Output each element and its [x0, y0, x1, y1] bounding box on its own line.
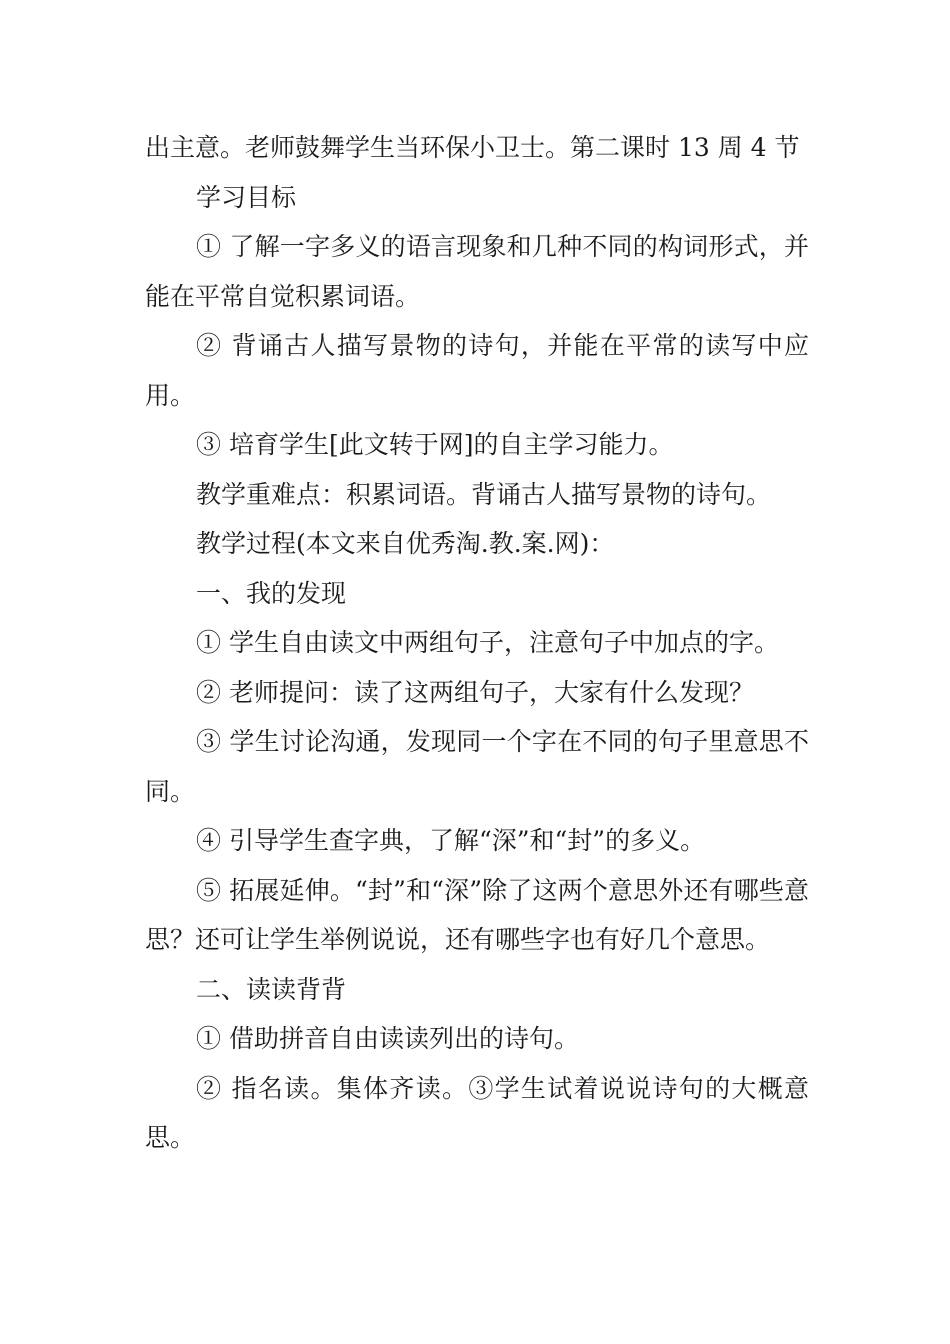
recite-step-1: ① 借助拼音自由读读列出的诗句。: [196, 1024, 579, 1053]
goal-item-1: ① 了解一字多义的语言现象和几种不同的构词形式，并能在平常自觉积累词语。: [145, 232, 809, 311]
discovery-step-2: ② 老师提问：读了这两组句子，大家有什么发现？: [196, 677, 754, 707]
document-body: [145, 123, 809, 1163]
goal-item-3: ③ 培育学生[此文转于网]的自主学习能力。: [196, 430, 674, 459]
section-heading-discovery: 一、我的发现: [196, 578, 347, 608]
key-difficulties: 教学重难点：积累词语。背诵古人描写景物的诗句。: [196, 479, 772, 509]
discovery-step-1: ① 学生自由读文中两组句子，注意句子中加点的字。: [196, 628, 779, 657]
goal-item-2: ② 背诵古人描写景物的诗句，并能在平常的读写中应用。: [145, 331, 809, 410]
section-heading-recite: 二、读读背背: [196, 974, 347, 1004]
recite-step-2: ② 指名读。集体齐读。③学生试着说说诗句的大概意思。: [145, 1073, 809, 1152]
heading-learning-goals: 学习目标: [196, 182, 297, 212]
discovery-step-5: ⑤ 拓展延伸。“封”和“深”除了这两个意思外还有哪些意思？还可让学生举例说说，还有哪些字也有好几个意思。: [145, 875, 809, 954]
heading-teaching-process: 教学过程(本文来自优秀淘.教.案.网)：: [196, 529, 615, 558]
discovery-step-4: ④ 引导学生查字典，了解“深”和“封”的多义。: [196, 826, 706, 855]
discovery-step-3: ③ 学生讨论沟通，发现同一个字在不同的句子里意思不同。: [145, 727, 809, 806]
paragraph-continuation: 出主意。老师鼓舞学生当环保小卫士。第二课时 13 周 4 节: [145, 133, 800, 162]
